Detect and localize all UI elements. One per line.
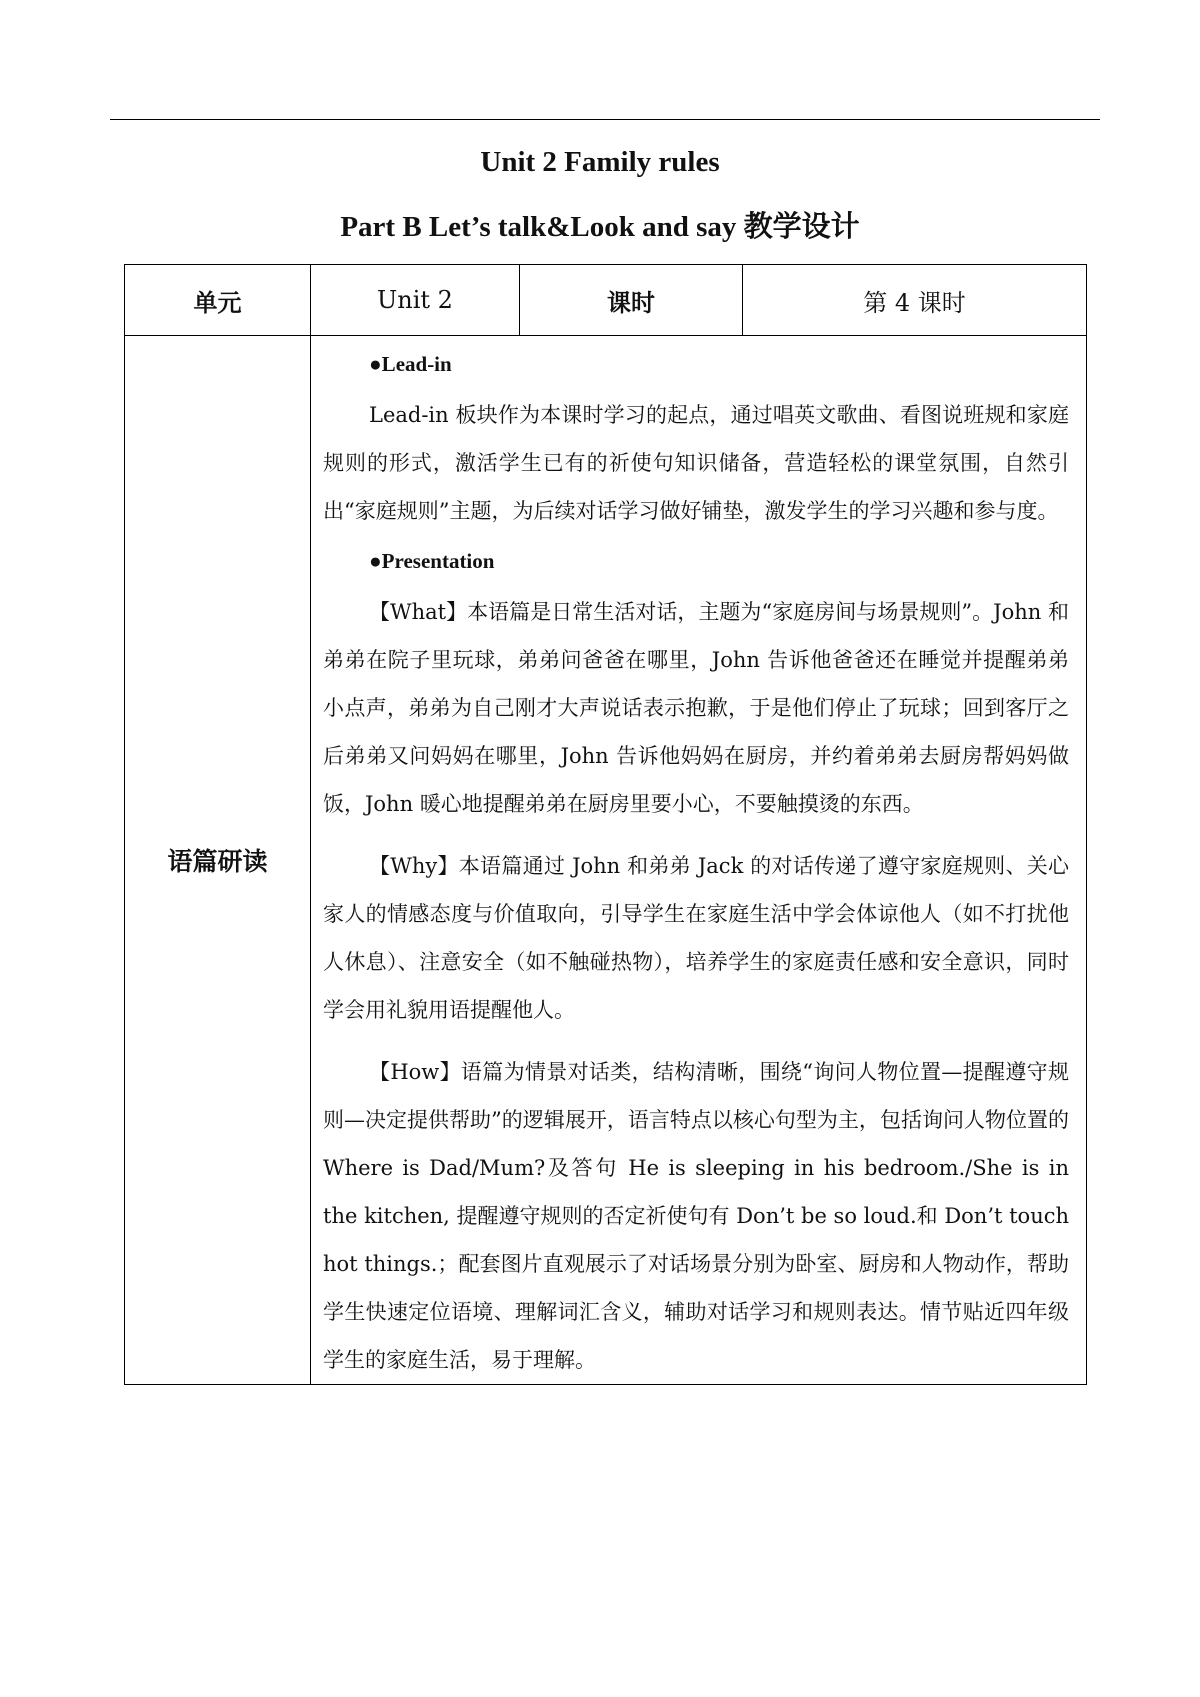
what-paragraph: 【What】本语篇是日常生活对话，主题为“家庭房间与场景规则”。John 和弟弟在院子里玩球，弟弟问爸爸在哪里，John 告诉他爸爸还在睡觉并提醒弟弟小点声，弟弟为自己刚才大声说话表示抱歉，于是他们停止了玩球；回到客厅之后弟弟又问妈妈在哪里，John 告诉他妈妈在厨房，并约着弟弟去厨房帮妈妈做饭，John 暖心地提醒弟弟在厨房里要小心，不要触摸烫的东西。: [323, 600, 1069, 816]
side-label-cell: 语篇研读: [125, 336, 311, 1385]
content-cell: [311, 336, 1087, 1385]
unit-key-cell: 单元: [125, 265, 311, 336]
why-paragraph: 【Why】本语篇通过 John 和弟弟 Jack 的对话传递了遵守家庭规则、关心家人的情感态度与价值取向，引导学生在家庭生活中学会体谅他人（如不打扰他人休息）、注意安全（如不触碰热物），培养学生的家庭责任感和安全意识，同时学会用礼貌用语提醒他人。: [323, 854, 1069, 1022]
leadin-paragraph: Lead-in 板块作为本课时学习的起点，通过唱英文歌曲、看图说班规和家庭规则的形式，激活学生已有的祈使句知识储备，营造轻松的课堂氛围，自然引出“家庭规则”主题，为后续对话学习做好铺垫，激发学生的学习兴趣和参与度。: [323, 403, 1069, 523]
leadin-heading: ●Lead-in: [369, 352, 452, 376]
lesson-value-cell: 第 4 课时: [743, 265, 1087, 336]
unit-value-cell: Unit 2: [311, 265, 520, 336]
how-paragraph: 【How】语篇为情景对话类，结构清晰，围绕“询问人物位置—提醒遵守规则—决定提供帮助”的逻辑展开，语言特点以核心句型为主，包括询问人物位置的 Where is Dad/Mum?及答句 He is sleeping in his bedroom./She is in the kitchen, 提醒遵守规则的否定祈使句有 Don’t be so loud.和 Don’t touch hot things.；配套图片直观展示了对话场景分别为卧室、厨房和人物动作，帮助学生快速定位语境、理解词汇含义，辅助对话学习和规则表达。情节贴近四年级学生的家庭生活，易于理解。: [323, 1060, 1070, 1372]
table-header-row: [125, 265, 1087, 336]
table-body-row: [125, 336, 1087, 1385]
document-title: Unit 2 Family rules: [480, 146, 720, 178]
presentation-heading: ●Presentation: [369, 549, 495, 573]
document-subtitle: Part B Let’s talk&Look and say 教学设计: [340, 211, 860, 243]
lesson-plan-table: [124, 264, 1087, 1385]
header-rule: [110, 119, 1100, 120]
lesson-key-cell: 课时: [520, 265, 743, 336]
